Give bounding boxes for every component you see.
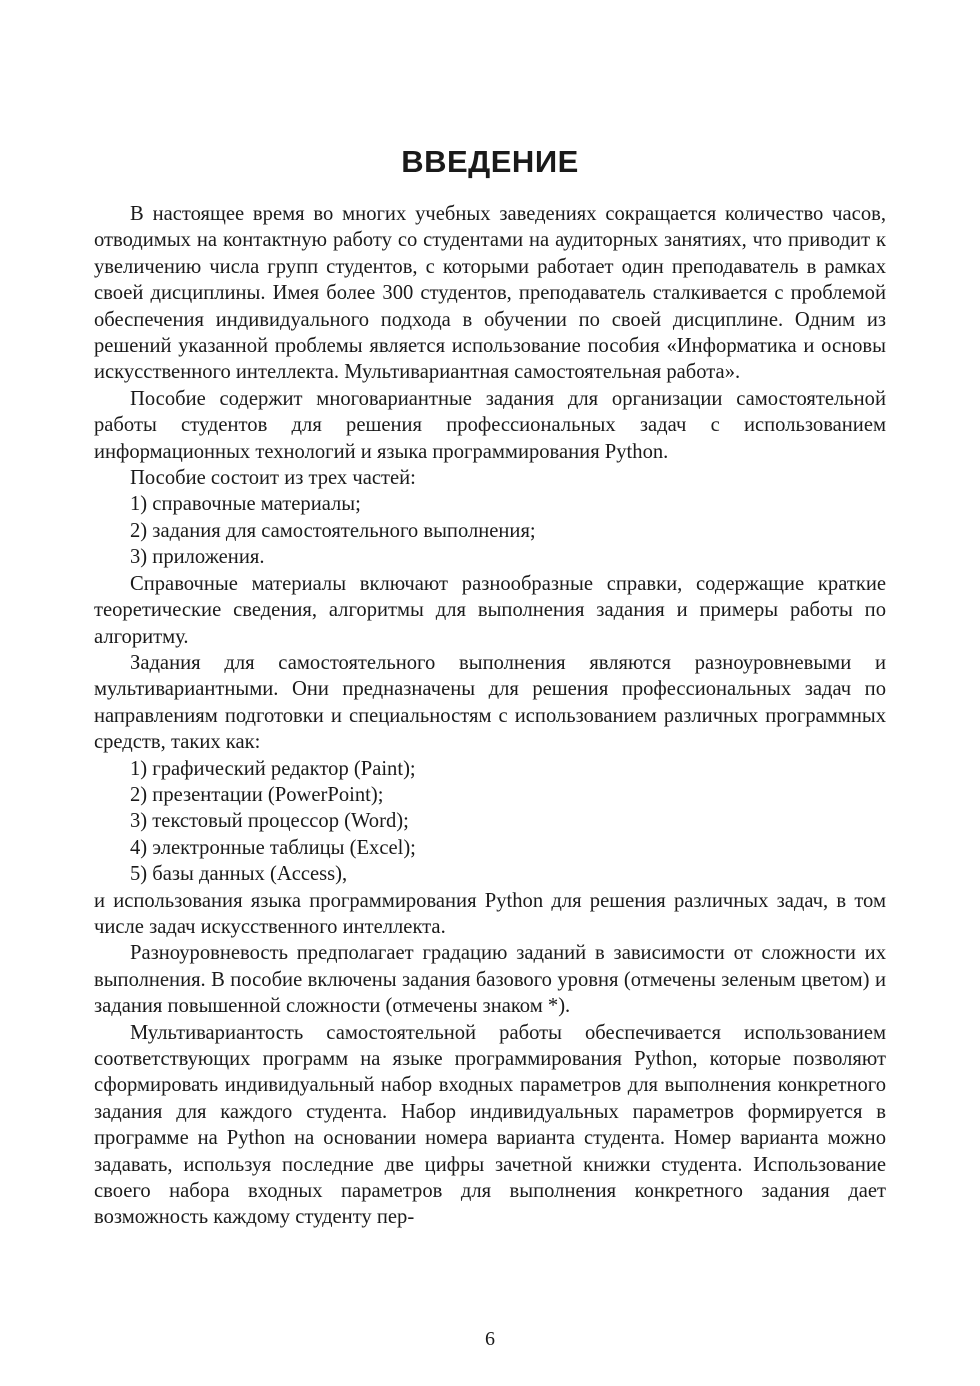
paragraph-reference-materials: Справочные материалы включают разнообразные справки, содержащие краткие теоретические сведения, алгоритмы для выполнения задания и примеры работы по алгоритму. bbox=[94, 572, 886, 648]
list-item-part: 1) справочные материалы; bbox=[130, 493, 361, 516]
page-title: ВВЕДЕНИЕ bbox=[401, 144, 579, 179]
list-item-software: 4) электронные таблицы (Excel); bbox=[130, 836, 416, 859]
paragraph-levels: Разноуровневость предполагает градацию заданий в зависимости от сложности их выполнения. В пособие включены задания базового уровня (отмечены зеленым цветом) и задания повышенной сложности (отмечены знаком *). bbox=[94, 942, 886, 1018]
list-item-part: 3) приложения. bbox=[130, 546, 265, 569]
document-body bbox=[94, 201, 886, 1231]
paragraph-parts-intro: Пособие состоит из трех частей: bbox=[130, 467, 416, 490]
list-item-software: 1) графический редактор (Paint); bbox=[130, 757, 416, 780]
list-item-part: 2) задания для самостоятельного выполнения; bbox=[130, 519, 536, 542]
paragraph-tasks-continuation: и использования языка программирования Python для решения различных задач, в том числе задач искусственного интеллекта. bbox=[94, 889, 886, 938]
paragraph-content: Пособие содержит многовариантные задания для организации самостоятельной работы студентов для решения профессиональных задач с использованием информационных технологий и языка программирования Python. bbox=[94, 387, 886, 463]
paragraph-tasks: Задания для самостоятельного выполнения являются разноуровневыми и мультивариантными. Они предназначены для решения профессиональных задач по направлениям подготовки и специальностям с использованием различных программных средств, таких как: bbox=[94, 651, 886, 754]
list-item-software: 5) базы данных (Access), bbox=[130, 863, 348, 886]
list-item-software: 3) текстовый процессор (Word); bbox=[130, 810, 409, 833]
paragraph-intro: В настоящее время во многих учебных заведениях сокращается количество часов, отводимых на контактную работу со студентами на аудиторных занятиях, что приводит к увеличению числа групп студентов, с которыми работает один преподаватель в рамках своей дисциплины. Имея более 300 студентов, преподаватель сталкивается с проблемой обеспечения индивидуального подхода в обучении по своей дисциплине. Одним из решений указанной проблемы является использование пособия «Информатика и основы искусственного интеллекта. Мультивариантная самостоятельная работа». bbox=[94, 203, 886, 384]
list-item-software: 2) презентации (PowerPoint); bbox=[130, 783, 384, 806]
page-number: 6 bbox=[485, 1328, 495, 1350]
paragraph-multivariance: Мультивариантость самостоятельной работы обеспечивается использованием соответствующих программ на языке программирования Python, которые позволяют сформировать индивидуальный набор входных параметров для выполнения конкретного задания для каждого студента. Набор индивидуальных параметров формируется в программе на Python на основании номера варианта студента. Номер варианта можно задавать, используя последние две цифры зачетной книжки студента. Использование своего набора входных параметров для выполнения конкретного задания дает возможность каждому студенту пер- bbox=[94, 1021, 886, 1229]
